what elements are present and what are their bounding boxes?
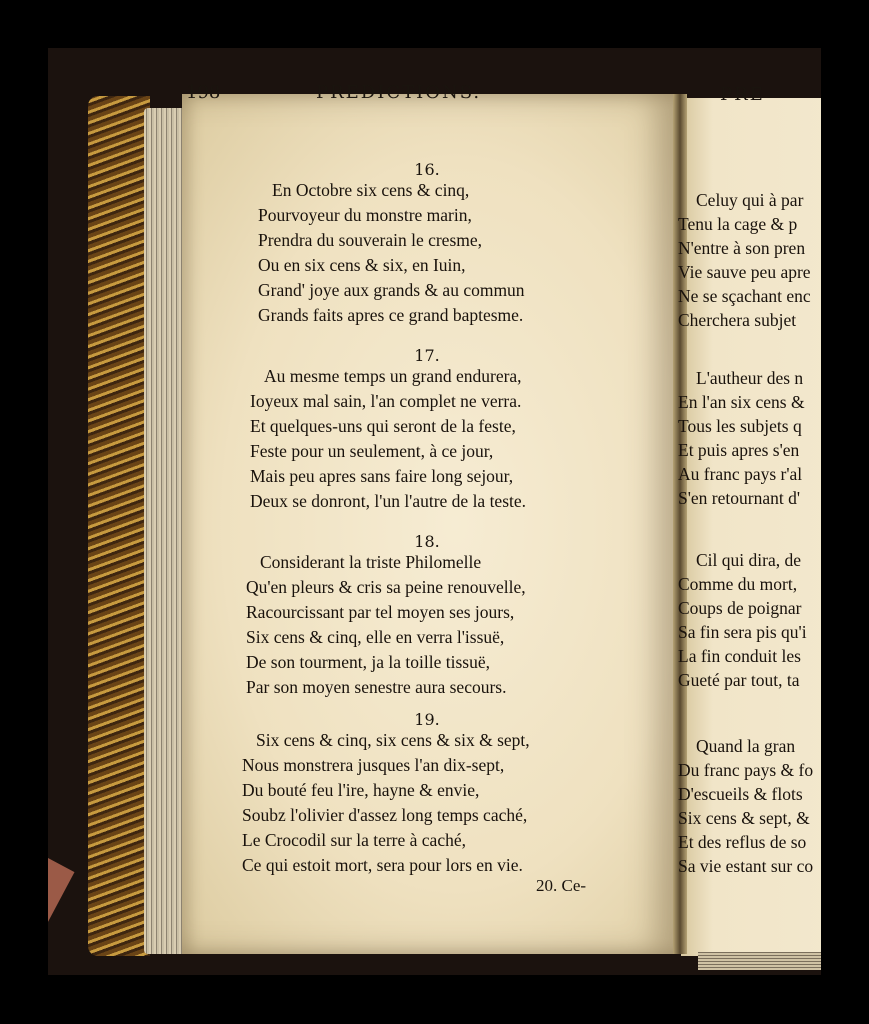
verse-line: Et quelques-uns qui seront de la feste, <box>250 416 516 436</box>
page-number: 198 <box>186 82 221 103</box>
verse-line: Mais peu apres sans faire long sejour, <box>250 466 514 486</box>
verse-line: Deux se donront, l'un l'autre de la teste. <box>250 491 527 511</box>
right-page-line: Tous les subjets q <box>678 416 802 436</box>
verse-line: Prendra du souverain le cresme, <box>258 230 483 250</box>
running-head <box>186 82 606 112</box>
verse-line: Feste pour un seulement, à ce jour, <box>250 441 494 461</box>
right-page-line: Et des reflus de so <box>678 832 807 852</box>
verse-line: Considerant la triste Philomelle <box>260 552 482 572</box>
verse-line: Six cens & cinq, six cens & six & sept, <box>256 730 530 750</box>
verse-line: Pourvoyeur du monstre marin, <box>258 205 472 225</box>
right-page-line: Ne se sçachant enc <box>678 286 811 306</box>
right-page-line: La fin conduit les <box>678 646 801 666</box>
catchword: 20. Ce- <box>536 876 587 895</box>
right-page-line: Quand la gran <box>696 736 796 756</box>
right-page-line: Sa fin sera pis qu'i <box>678 622 807 642</box>
verse-line: Le Crocodil sur la terre à caché, <box>242 830 466 850</box>
page-title: PREDICTIONS. <box>316 82 482 103</box>
verse-line: Nous monstrera jusques l'an dix-sept, <box>242 755 505 775</box>
verse-line: Grands faits apres ce grand baptesme. <box>258 305 524 325</box>
gilt-binding <box>88 96 150 956</box>
right-page-line: Comme du mort, <box>678 574 798 594</box>
verse-line: De son tourment, ja la toille tissuë, <box>246 652 490 672</box>
verse-line: Racourcissant par tel moyen ses jours, <box>246 602 515 622</box>
right-page-line: En l'an six cens & <box>678 392 805 412</box>
verse-number: 18. <box>414 532 440 551</box>
right-page-line: Cherchera subjet <box>678 310 797 330</box>
right-page-line: Celuy qui à par <box>696 190 804 210</box>
verse-line: Ioyeux mal sain, l'an complet ne verra. <box>250 391 522 411</box>
right-page-line: N'entre à son pren <box>678 238 806 258</box>
right-page-line: Du franc pays & fo <box>678 760 814 780</box>
right-page-title: PRE <box>720 84 765 105</box>
bookmark-ribbon <box>48 858 74 975</box>
verse-line: Du bouté feu l'ire, hayne & envie, <box>242 780 480 800</box>
right-page-line: Cil qui dira, de <box>696 550 801 570</box>
right-page-line: L'autheur des n <box>696 368 804 388</box>
verse-line: Six cens & cinq, elle en verra l'issuë, <box>246 627 505 647</box>
verse-line: Soubz l'olivier d'assez long temps caché, <box>242 805 528 825</box>
verse-line: Ou en six cens & six, en Iuin, <box>258 255 466 275</box>
right-page-line: S'en retournant d' <box>678 488 800 508</box>
verse-number: 17. <box>414 346 440 365</box>
verse-line: Par son moyen senestre aura secours. <box>246 677 507 697</box>
verse-line: Ce qui estoit mort, sera pour lors en vie. <box>242 855 523 875</box>
verse-line: Au mesme temps un grand endurera, <box>264 366 522 386</box>
page-edges <box>144 108 186 954</box>
right-page-line: Au franc pays r'al <box>678 464 803 484</box>
right-page-edges <box>698 952 821 970</box>
verse-line: Grand' joye aux grands & au commun <box>258 280 525 300</box>
right-page-line: Et puis apres s'en <box>678 440 800 460</box>
right-page-line: Vie sauve peu apre <box>678 262 811 282</box>
right-page-line: Tenu la cage & p <box>678 214 798 234</box>
right-page-line: Six cens & sept, & <box>678 808 810 828</box>
verse-line: Qu'en pleurs & cris sa peine renouvelle, <box>246 577 526 597</box>
right-page-line: D'escueils & flots <box>678 784 803 804</box>
verse-line: En Octobre six cens & cinq, <box>272 180 470 200</box>
right-page-line: Coups de poignar <box>678 598 802 618</box>
right-page-line: Sa vie estant sur co <box>678 856 814 876</box>
verse-number: 19. <box>414 710 440 729</box>
right-page-line: Gueté par tout, ta <box>678 670 800 690</box>
verse-number: 16. <box>414 160 440 179</box>
